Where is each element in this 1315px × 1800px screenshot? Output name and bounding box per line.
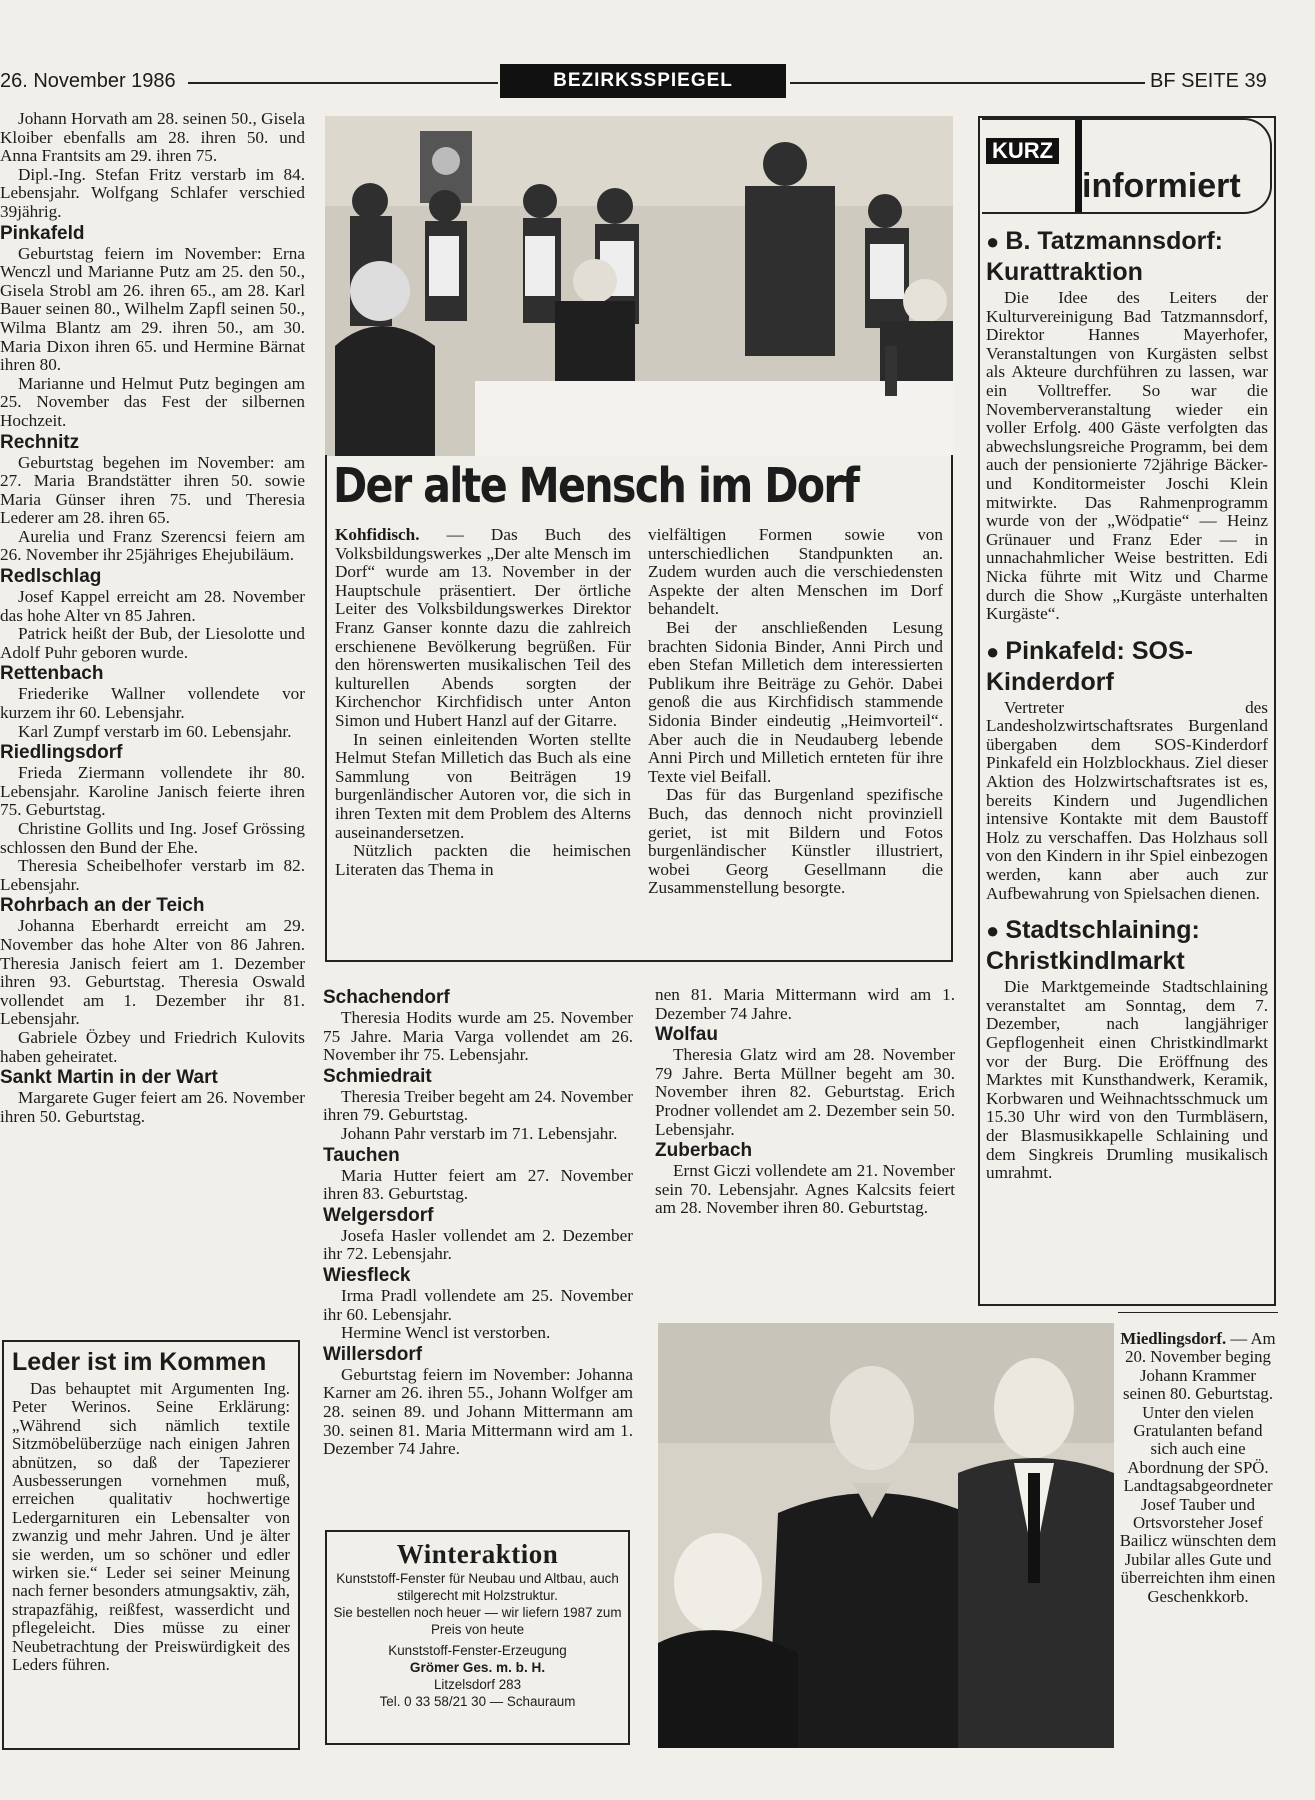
notice-paragraph: Johanna Eberhardt erreicht am 29. November das hohe Alter von 86 Jahren. Theresia Janisch feiert am 1. Dezember ihren 93. Geburtstag. Theresia Oswald vollendet am 1. Dezember ihr 81. Lebensjahr. [0, 916, 305, 1029]
notice-paragraph: Christine Gollits und Ing. Josef Grössing schlossen den Bund der Ehe. [0, 819, 305, 857]
notice-paragraph: Johann Horvath am 28. seinen 50., Gisela Kloiber ebenfalls am 28. ihren 50. und Anna Frantsits am 29. ihren 75. [0, 110, 305, 166]
notice-paragraph: Karl Zumpf verstarb im 60. Lebensjahr. [18, 721, 292, 741]
notice-paragraph: Margarete Guger feiert am 26. November ihren 50. Geburtstag. [0, 1088, 305, 1126]
notice-paragraph: Frieda Ziermann vollendete ihr 80. Lebensjahr. Karoline Janisch feierte ihren 75. Geburtstag. [0, 763, 305, 820]
main-col1-p3: Nützlich packten die heimischen Literaten das Thema in [335, 841, 631, 879]
header-rule-right [790, 82, 1145, 84]
town-heading: Sankt Martin in der Wart [0, 1067, 218, 1089]
kurz-item-text: Die Idee des Leiters der Kulturvereinigung Bad Tatzmannsdorf, Direktor Hannes Mayerhofer, Veranstaltungen von Kurgästen selbst als Akteure durchführen zu lassen, war ein Volltreffer. So war die Novemberveranstaltung wieder ein voller Erfolg. 400 Gäste verfolgten das abwechslungsreiche Programm, bei dem auch der pensionierte 72jährige Bäcker- und Konditormeister Joschi Klein mitwirkte. Das Rahmenprogramm wurde von der „Wödpatie“ — Heinz Grünauer und Franz Eder — in unnachahmlicher Weise bestritten. Edi Nicka führte mit Witz und Charme durch die Show „Kurgäste unterhalten Kurgäste“. [986, 288, 1268, 624]
ad-company: Grömer Ges. m. b. H. [409, 1660, 546, 1675]
ad-line1: Kunststoff-Fenster für Neubau und Altbau, auch stilgerecht mit Holzstruktur. [336, 1571, 619, 1603]
town-heading: Rechnitz [0, 431, 80, 453]
leder-text: Das behauptet mit Argumenten Ing. Peter Werinos. Seine Erklärung: „Während sich nämlich textile Sitzmöbelüberzüge nach einigen Jahren abnützen, so daß der Tapezierer Ausbesserungen vornehmen muß, erreichen qualitativ hochwertige Ledergarnituren ein Lebensalter von zwanzig und mehr Jahren. Und je älter sie werden, um so schöner und edler wirken sie.“ Leder sei seiner Meinung nach ferner besonders atmungsaktiv, zäh, strapazfähig, reißfest, wasserdicht und pflegeleicht. Dies müsse zu einer Neubetrachtung der Preiswürdigkeit des Leders führen. [12, 1379, 290, 1675]
notice-paragraph: Theresia Glatz wird am 28. November 79 Jahre. Berta Müllner begeht am 30. November ihren 82. Geburtstag. Erich Prodner vollendet am 2. Dezember sein 50. Lebensjahr. [655, 1045, 955, 1139]
notice-paragraph: Irma Pradl vollendete am 25. November ihr 60. Lebensjahr. [323, 1285, 633, 1324]
jubilee-photo [658, 1323, 1114, 1748]
town-heading: Riedlingsdorf [0, 742, 123, 764]
notice-paragraph: Geburtstag begehen im November: am 27. Maria Brandstätter ihren 50. sowie Maria Günser ihren 75. und Theresia Lederer am 28. ihren 65. [0, 452, 305, 528]
caption-dateline: Miedlingsdorf. [1120, 1330, 1227, 1348]
kurz-title-bar [1075, 120, 1082, 212]
town-heading: Welgersdorf [323, 1204, 434, 1226]
jubilee-photo-illustration [658, 1323, 1114, 1748]
bullet-icon: ● [986, 638, 1006, 664]
kurz-item-text: Vertreter des Landesholzwirtschaftsrates Burgenland übergaben dem SOS-Kinderdorf Pinkafeld ein Holzblockhaus. Ziel dieser Aktion des Holzwirtschaftsrates ist es, bereits Kindern und Jugendlichen intensive Kontakte mit dem Baustoff Holz zu verschaffen. Das Holzhaus soll von den Kindern in ihr Spiel einbezogen werden, kann aber auch zur Aufbewahrung von Spielsachen dienen. [986, 697, 1268, 903]
choir-photo-illustration [325, 116, 953, 456]
left-column [0, 110, 305, 1330]
notice-paragraph: Friederike Wallner vollendete vor kurzem ihr 60. Lebensjahr. [0, 684, 305, 723]
main-col2-p1: vielfältigen Formen sowie von unterschiedlichen Standpunkten an. Zudem wurden auch die verschiedensten Aspekte der alten Menschen im Dorf behandelt. [648, 526, 943, 619]
kurz-header [982, 118, 1272, 214]
kurz-item-heading: B. Tatzmannsdorf: Kurattraktion [986, 227, 1223, 286]
town-heading: Zuberbach [655, 1140, 753, 1162]
town-heading: Rohrbach an der Teich [0, 895, 205, 917]
leder-box [2, 1340, 300, 1750]
notice-paragraph: Maria Hutter feiert am 27. November ihren 83. Geburtstag. [323, 1165, 633, 1204]
notice-paragraph: Hermine Wencl ist verstorben. [341, 1323, 551, 1343]
section-label: BEZIRKSSPIEGEL [500, 64, 786, 98]
kurz-item-heading: Stadtschlaining: Christkindlmarkt [986, 916, 1200, 976]
kurz-item-text: Die Marktgemeinde Stadtschlaining veranstaltet am Sonntag, dem 7. Dezember, nach langjähriger Gepflogenheit einen Christkindlmarkt vor der Burg. Die Eröffnung des Marktes mit Kunsthandwerk, Keramik, Korbwaren und Weihnachtsschmuck um 15.30 Uhr wird von den Turmbläsern, der Blasmusikkapelle Schlaining und dem Singkreis Drumling musikalisch umrahmt. [986, 977, 1268, 1183]
header-rule-left [188, 82, 498, 84]
photo-caption [1118, 1330, 1278, 1750]
main-col2-p2: Bei der anschließenden Lesung brachten Sidonia Binder, Anni Pirch und eben Stefan Milletich dem interessierten Publikum ihre Beiträge zu Gehör. Dabei genoß die aus Kirchfidisch stammende Sidonia Binder eindeutig „Heimvorteil“. Aber auch die in Neudauberg lebende Anni Pirch und Milletich ernteten für ihre Texte viel Beifall. [648, 617, 943, 786]
bullet-icon: ● [986, 229, 1006, 254]
town-heading: Redlschlag [0, 566, 102, 588]
town-heading: Wiesfleck [323, 1264, 411, 1286]
main-col1-p1: — Das Buch des Volksbildungswerkes „Der alte Mensch im Dorf“ wurde am 13. November in der Hauptschule präsentiert. Der örtliche Leiter des Volksbildungswerkes Direktor Franz Ganser konnte dazu die zahlreich erschienene Bevölkerung begrüßen. Für den hörenswerten musikalischen Teil des kulturellen Abends sorgten der Kirchenchor Kirchfidisch unter Anton Simon und Hubert Hanzl auf der Gitarre. [335, 526, 631, 730]
town-heading: Schachendorf [323, 987, 450, 1008]
ad-line3: Kunststoff-Fenster-Erzeugung [388, 1643, 567, 1658]
willersdorf-continuation: nen 81. Maria Mittermann wird am 1. Dezember 74 Jahre. [655, 986, 955, 1023]
winteraktion-ad [325, 1530, 630, 1745]
notice-paragraph: Patrick heißt der Bub, der Liesolotte und Adolf Puhr geboren wurde. [0, 624, 305, 662]
kurz-items [986, 226, 1268, 1183]
caption-rule [1118, 1312, 1278, 1313]
notice-paragraph: Josefa Hasler vollendet am 2. Dezember ihr 72. Lebensjahr. [323, 1225, 633, 1264]
main-col-1 [335, 526, 631, 956]
town-heading: Willersdorf [323, 1343, 423, 1365]
main-col1-p2: In seinen einleitenden Worten stellte Helmut Stefan Milletich das Buch als eine Sammlung von Beiträgen 19 burgenländischer Autoren vor, die sich in ihren Texten mit dem Problem des Alterns auseinandersetzen. [335, 729, 631, 842]
town-heading: Schmiedrait [323, 1065, 432, 1087]
ad-line2: Sie bestellen noch heuer — wir liefern 1987 zum Preis von heute [333, 1605, 622, 1637]
notice-paragraph: Ernst Giczi vollendete am 21. November sein 70. Lebensjahr. Agnes Kalcsits feiert am 28. November ihren 80. Geburtstag. [655, 1161, 955, 1218]
notice-paragraph: Marianne und Helmut Putz begingen am 25. November das Fest der silbernen Hochzeit. [0, 373, 305, 430]
header-date: 26. November 1986 [0, 70, 176, 92]
page-number: BF SEITE 39 [1150, 70, 1267, 92]
notice-paragraph: Geburtstag feiern im November: Johanna Karner am 26. ihren 55., Johann Wolfger am 28. seinen 89. und Johann Mittermann am 30. seinen 81. Maria Mittermann wird am 1. Dezember 74 Jahre. [323, 1364, 633, 1459]
notice-paragraph: Theresia Scheibelhofer verstarb im 82. Lebensjahr. [0, 856, 305, 894]
kurz-item-title [986, 636, 1268, 697]
kurz-item-title [986, 226, 1268, 287]
ad-title: Winteraktion [396, 1539, 559, 1569]
kurz-informiert-box [978, 116, 1276, 1306]
leder-title: Leder ist im Kommen [12, 1348, 267, 1376]
kurz-item-heading: Pinkafeld: SOS-Kinderdorf [986, 636, 1193, 696]
main-col2-p3: Das für das Burgenland spezifische Buch, das dennoch nicht provinziell geriet, ist mit Bildern und Fotos burgenländischer Künstler illustriert, wobei Georg Gesellmann die Zusammenstellung besorgte. [648, 785, 943, 898]
main-dateline: Kohfidisch. [335, 526, 420, 544]
kurz-tag: KURZ [986, 138, 1059, 164]
town-heading: Wolfau [655, 1024, 718, 1046]
notice-paragraph: Theresia Treiber begeht am 24. November ihren 79. Geburtstag. [323, 1086, 633, 1125]
notice-paragraph: Dipl.-Ing. Stefan Fritz verstarb im 84. Lebensjahr. Wolfgang Schlafer verschied 39jährig. [0, 164, 305, 221]
ad-place: Litzelsdorf 283 [433, 1677, 522, 1692]
notice-paragraph: Theresia Hodits wurde am 25. November 75 Jahre. Maria Varga vollendet am 26. November ihr 75. Lebensjahr. [323, 1008, 633, 1065]
main-col-2 [648, 526, 943, 956]
notice-paragraph: Geburtstag feiern im November: Erna Wenczl und Marianne Putz am 25. den 50., Gisela Strobl am 26. ihren 65., am 28. Karl Bauer seinen 80., Wilhelm Zapfl seinen 50., Wilma Blantz am 29. ihren 50., am 30. Maria Dixon ihren 65. und Hermine Bärnat ihren 80. [0, 243, 305, 375]
bullet-icon: ● [986, 918, 1006, 944]
kurz-title: informiert [1082, 167, 1241, 205]
main-headline: Der alte Mensch im Dorf [333, 458, 859, 514]
notice-paragraph: Josef Kappel erreicht am 28. November das hohe Alter vn 85 Jahren. [0, 587, 305, 625]
mid-column [323, 986, 633, 1521]
notice-paragraph: Johann Pahr verstarb im 71. Lebensjahr. [341, 1123, 618, 1143]
town-heading: Pinkafeld [0, 222, 85, 244]
right-mid-column [655, 986, 955, 1316]
notice-paragraph: Aurelia und Franz Szerencsi feiern am 26. November ihr 25jähriges Ehejubiläum. [0, 526, 305, 565]
choir-photo [325, 116, 953, 456]
town-heading: Tauchen [323, 1144, 400, 1166]
notice-paragraph: Gabriele Özbey und Friedrich Kulovits haben geheiratet. [0, 1027, 305, 1066]
ad-phone: Tel. 0 33 58/21 30 — Schauraum [379, 1694, 576, 1709]
town-heading: Rettenbach [0, 663, 104, 685]
kurz-item-title [986, 915, 1268, 976]
caption-text: — Am 20. November beging Johann Krammer seinen 80. Geburtstag. Unter den vielen Gratulanten befand sich auch eine Abordnung der SPÖ. Landtagsabgeordneter Josef Tauber und Ortsvorsteher Josef Bailicz wünschten dem Jubilar alles Gute und überreichten ihm einen Geschenkkorb. [1119, 1330, 1277, 1606]
